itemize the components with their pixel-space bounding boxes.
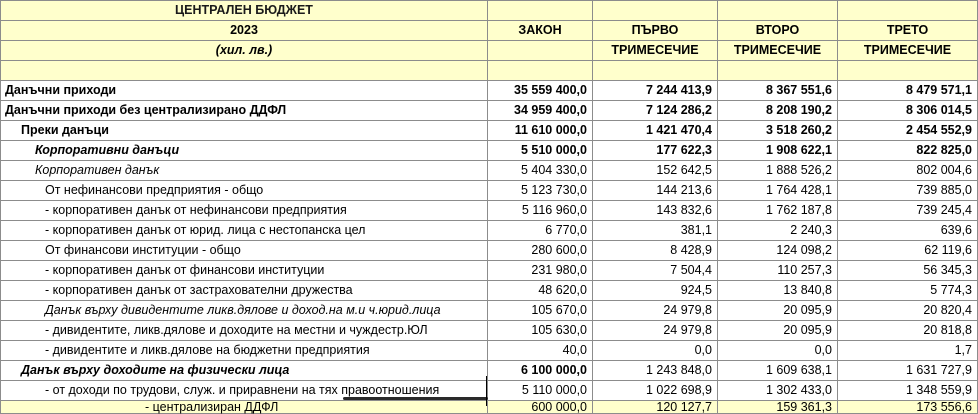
q1-value: 177 622,3 xyxy=(593,141,718,161)
row-label: - корпоративен данък от юрид. лица с нестопанска цел xyxy=(1,221,488,241)
table-row xyxy=(1,241,978,261)
law-value: 105 630,0 xyxy=(488,321,593,341)
q1-value: 7 124 286,2 xyxy=(593,101,718,121)
table-row xyxy=(1,321,978,341)
q2-value: 20 095,9 xyxy=(718,301,838,321)
law-value: 11 610 000,0 xyxy=(488,121,593,141)
q2-value: 110 257,3 xyxy=(718,261,838,281)
row-label: Преки данъци xyxy=(1,121,488,141)
q1-value: 924,5 xyxy=(593,281,718,301)
q1-value: 1 243 848,0 xyxy=(593,361,718,381)
q3-value: 739 885,0 xyxy=(838,181,978,201)
year-label: 2023 xyxy=(1,21,488,41)
table-row xyxy=(1,181,978,201)
q1-value: 7 244 413,9 xyxy=(593,81,718,101)
law-value: 231 980,0 xyxy=(488,261,593,281)
q1-value: 1 022 698,9 xyxy=(593,381,718,401)
col-q1-subheader: ТРИМЕСЕЧИЕ xyxy=(593,41,718,61)
q2-value: 1 609 638,1 xyxy=(718,361,838,381)
q2-value: 8 367 551,6 xyxy=(718,81,838,101)
col-q3-subheader: ТРИМЕСЕЧИЕ xyxy=(838,41,978,61)
q2-value: 159 361,3 xyxy=(718,401,838,414)
law-value: 6 100 000,0 xyxy=(488,361,593,381)
q1-value: 381,1 xyxy=(593,221,718,241)
q2-value: 1 764 428,1 xyxy=(718,181,838,201)
q3-value: 8 479 571,1 xyxy=(838,81,978,101)
q1-value: 24 979,8 xyxy=(593,301,718,321)
q2-value: 1 302 433,0 xyxy=(718,381,838,401)
row-label: - корпоративен данък от застрахователни дружества xyxy=(1,281,488,301)
law-value: 5 404 330,0 xyxy=(488,161,593,181)
law-value: 105 670,0 xyxy=(488,301,593,321)
q2-value: 13 840,8 xyxy=(718,281,838,301)
table-row xyxy=(1,401,978,414)
row-label: Корпоративен данък xyxy=(1,161,488,181)
col-q2-header: ВТОРО xyxy=(718,21,838,41)
col-q2-subheader: ТРИМЕСЕЧИЕ xyxy=(718,41,838,61)
q3-value: 20 818,8 xyxy=(838,321,978,341)
row-label: Данък върху дивидентите ликв.дялове и доход.на м.и ч.юрид.лица xyxy=(1,301,488,321)
table-row xyxy=(1,361,978,381)
q1-value: 1 421 470,4 xyxy=(593,121,718,141)
q2-value: 1 762 187,8 xyxy=(718,201,838,221)
q2-value: 124 098,2 xyxy=(718,241,838,261)
table-row xyxy=(1,121,978,141)
q3-value: 62 119,6 xyxy=(838,241,978,261)
q1-value: 24 979,8 xyxy=(593,321,718,341)
row-label: - централизиран ДДФЛ xyxy=(1,401,488,414)
row-label: - дивидентите, ликв.дялове и доходите на местни и чуждестр.ЮЛ xyxy=(1,321,488,341)
law-value: 35 559 400,0 xyxy=(488,81,593,101)
law-value: 34 959 400,0 xyxy=(488,101,593,121)
law-value: 5 110 000,0 xyxy=(488,381,593,401)
table-row xyxy=(1,341,978,361)
table-title: ЦЕНТРАЛЕН БЮДЖЕТ xyxy=(1,1,488,21)
row-label: Данък върху доходите на физически лица xyxy=(1,361,488,381)
pen-mark xyxy=(343,397,488,400)
q2-value: 1 908 622,1 xyxy=(718,141,838,161)
q1-value: 144 213,6 xyxy=(593,181,718,201)
q3-value: 56 345,3 xyxy=(838,261,978,281)
q1-value: 0,0 xyxy=(593,341,718,361)
table-row xyxy=(1,381,978,401)
q2-value: 3 518 260,2 xyxy=(718,121,838,141)
q3-value: 5 774,3 xyxy=(838,281,978,301)
q3-value: 20 820,4 xyxy=(838,301,978,321)
q3-value: 1 631 727,9 xyxy=(838,361,978,381)
row-label: - корпоративен данък от нефинансови предприятия xyxy=(1,201,488,221)
q1-value: 120 127,7 xyxy=(593,401,718,414)
units-label: (хил. лв.) xyxy=(1,41,488,61)
law-value: 5 123 730,0 xyxy=(488,181,593,201)
table-row xyxy=(1,161,978,181)
table-row xyxy=(1,261,978,281)
table-row xyxy=(1,141,978,161)
table-row xyxy=(1,281,978,301)
col-law-header: ЗАКОН xyxy=(488,21,593,41)
col-q3-header: ТРЕТО xyxy=(838,21,978,41)
row-label: - от доходи по трудови, служ. и приравнени на тях правоотношения xyxy=(1,381,488,401)
q3-value: 173 556,6 xyxy=(838,401,978,414)
row-label: - дивидентите и ликв.дялове на бюджетни предприятия xyxy=(1,341,488,361)
table-row xyxy=(1,301,978,321)
law-value: 5 116 960,0 xyxy=(488,201,593,221)
row-label: Данъчни приходи xyxy=(1,81,488,101)
q3-value: 739 245,4 xyxy=(838,201,978,221)
q1-value: 8 428,9 xyxy=(593,241,718,261)
row-label: Данъчни приходи без централизирано ДДФЛ xyxy=(1,101,488,121)
law-value: 48 620,0 xyxy=(488,281,593,301)
q2-value: 2 240,3 xyxy=(718,221,838,241)
row-label: - корпоративен данък от финансови институции xyxy=(1,261,488,281)
row-label: Корпоративни данъци xyxy=(1,141,488,161)
q2-value: 0,0 xyxy=(718,341,838,361)
q2-value: 20 095,9 xyxy=(718,321,838,341)
law-value: 600 000,0 xyxy=(488,401,593,414)
q2-value: 8 208 190,2 xyxy=(718,101,838,121)
table-row xyxy=(1,201,978,221)
col-q1-header: ПЪРВО xyxy=(593,21,718,41)
q3-value: 639,6 xyxy=(838,221,978,241)
law-value: 6 770,0 xyxy=(488,221,593,241)
q3-value: 1 348 559,9 xyxy=(838,381,978,401)
q1-value: 152 642,5 xyxy=(593,161,718,181)
row-label: От финансови институции - общо xyxy=(1,241,488,261)
law-value: 40,0 xyxy=(488,341,593,361)
q3-value: 8 306 014,5 xyxy=(838,101,978,121)
q1-value: 143 832,6 xyxy=(593,201,718,221)
q1-value: 7 504,4 xyxy=(593,261,718,281)
q3-value: 822 825,0 xyxy=(838,141,978,161)
table-row xyxy=(1,81,978,101)
law-value: 280 600,0 xyxy=(488,241,593,261)
row-label: От нефинансови предприятия - общо xyxy=(1,181,488,201)
law-value: 5 510 000,0 xyxy=(488,141,593,161)
table-row xyxy=(1,101,978,121)
q3-value: 2 454 552,9 xyxy=(838,121,978,141)
table-row xyxy=(1,221,978,241)
q3-value: 802 004,6 xyxy=(838,161,978,181)
q3-value: 1,7 xyxy=(838,341,978,361)
q2-value: 1 888 526,2 xyxy=(718,161,838,181)
text-cursor xyxy=(486,376,487,406)
